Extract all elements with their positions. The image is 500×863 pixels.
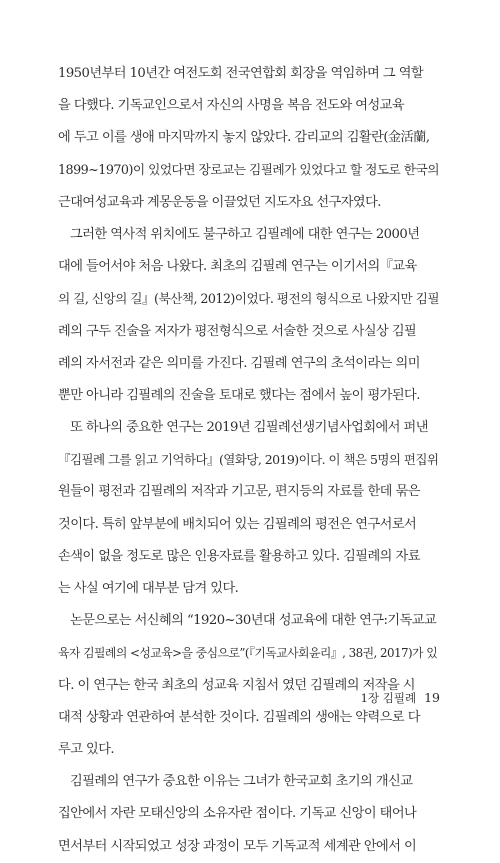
text-line: 대에 들어서야 처음 나왔다. 최초의 김필례 연구는 이기서의『교육 — [58, 259, 417, 275]
text-line: 는 사실 여기에 대부분 담겨 있다. — [58, 581, 239, 596]
text-line: 육자 김필례의 <성교육>을 중심으로”(『기독교사회윤리』, 38권, 2017)가 있 — [58, 646, 438, 661]
paragraph-first-line: 그러한 역사적 위치에도 불구하고 김필례에 대한 연구는 2000년 — [70, 226, 420, 242]
chapter-title: 1장 김필례 — [360, 691, 417, 705]
page-number: 19 — [424, 690, 440, 705]
text-line: 1950년부터 10년간 여전도회 전국연합회 회장을 역임하며 그 역할 — [58, 66, 424, 81]
text-line: 뿐만 아니라 김필례의 진술을 토대로 했다는 점에서 높이 평가된다. — [58, 387, 420, 403]
text-line: 례의 구두 진술을 저자가 평전형식으로 서술한 것으로 사실상 김필 — [58, 323, 417, 339]
text-line: 의 길, 신앙의 길』(북산책, 2012)이었다. 평전의 형식으로 나왔지만 김필 — [58, 291, 439, 307]
text-line: 례의 자서전과 같은 의미를 가진다. 김필례 연구의 초석이라는 의미 — [58, 355, 420, 371]
text-line: 집안에서 자란 모태신앙의 소유자란 점이다. 기독교 신앙이 태어나 — [58, 806, 417, 822]
text-line: 것이다. 특히 앞부분에 배치되어 있는 김필례의 평전은 연구서로서 — [58, 516, 417, 532]
page-footer — [361, 690, 440, 706]
text-line: 루고 있다. — [58, 741, 115, 757]
document-body — [58, 58, 440, 863]
text-line: 원들이 평전과 김필례의 저작과 기고문, 편지등의 자료를 한데 묶은 — [58, 484, 420, 500]
text-line: 근대여성교육과 계몽운동을 이끌었던 지도자요 선구자였다. — [58, 194, 381, 210]
text-line: 『김필례 그를 읽고 기억하다』(열화당, 2019)이다. 이 책은 5명의 편집위 — [58, 452, 439, 468]
paragraph-first-line: 또 하나의 중요한 연구는 2019년 김필례선생기념사업회에서 퍼낸 — [70, 420, 428, 436]
text-line: 대적 상황과 연관하여 분석한 것이다. 김필례의 생애는 약력으로 다 — [58, 709, 420, 725]
text-line: 1899~1970)이 있었다면 장로교는 김필례가 있었다고 할 정도로 한국의 — [58, 162, 439, 178]
text-line: 에 두고 이를 생애 마지막까지 놓지 않았다. 감리교의 김활란(金活蘭, — [58, 130, 430, 146]
paragraph-first-line: 김필례의 연구가 중요한 이유는 그녀가 한국교회 초기의 개신교 — [70, 774, 413, 790]
paragraph-first-line: 논문으로는 서신혜의 “1920~30년대 성교육에 대한 연구:기독교교 — [70, 613, 437, 629]
text-line: 손색이 없을 정도로 많은 인용자료를 활용하고 있다. 김필례의 자료 — [58, 548, 420, 564]
text-line: 면서부터 시작되었고 성장 과정이 모두 기독교적 세계관 안에서 이 — [58, 838, 417, 854]
text-line: 을 다했다. 기독교인으로서 자신의 사명을 복음 전도와 여성교육 — [58, 98, 405, 114]
text-line: 다. 이 연구는 한국 최초의 성교육 지침서 였던 김필례의 저작을 시 — [58, 677, 415, 693]
